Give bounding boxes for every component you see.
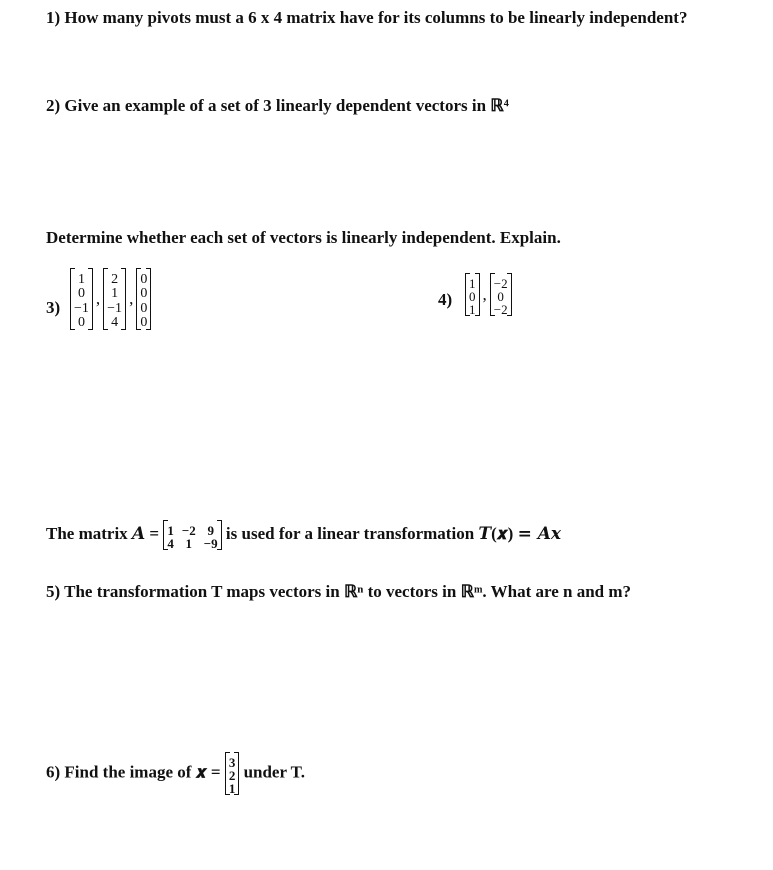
- matrix-definition: [46, 520, 561, 550]
- vector-3a: [70, 268, 93, 330]
- vector-entry: 1: [111, 286, 119, 302]
- separator: ,: [482, 284, 487, 304]
- question-3-label: 3): [46, 298, 61, 317]
- vector-entry: 0: [140, 314, 148, 330]
- vector-entry: 0: [140, 300, 148, 316]
- q6-suffix: under T.: [243, 762, 305, 782]
- equals-sign: =: [210, 762, 221, 782]
- equals-sign: =: [149, 523, 160, 543]
- question-5: 5) The transformation T maps vectors in ℝⁿ to vectors in ℝᵐ. What are n and m?: [46, 582, 632, 601]
- vector-x: [225, 752, 240, 795]
- matrix-var: A: [131, 523, 146, 544]
- matrix-prefix: The matrix: [46, 523, 128, 543]
- vector-entry: 0: [140, 286, 148, 302]
- question-1: 1) How many pivots must a 6 x 4 matrix have for its columns to be linearly independent?: [46, 8, 688, 27]
- vector-entry: 4: [111, 314, 119, 330]
- question-2: 2) Give an example of a set of 3 linearly dependent vectors in ℝ⁴: [46, 96, 509, 115]
- question-4-vectors: [465, 273, 512, 316]
- vector-3b: [103, 268, 126, 330]
- instruction: Determine whether each set of vectors is linearly independent. Explain.: [46, 228, 561, 247]
- vector-entry: −2: [493, 302, 508, 317]
- matrix-A: [163, 520, 221, 550]
- vector-entry: 0: [497, 289, 504, 304]
- vector-entry: 1: [469, 276, 476, 291]
- transform-arg: (𝒙): [491, 523, 514, 543]
- vector-4b: [490, 273, 512, 316]
- matrix-entry: 4: [167, 536, 174, 551]
- matrix-entry: −2: [181, 523, 196, 538]
- vector-entry: 2: [111, 272, 119, 287]
- transform-T: T: [478, 523, 492, 544]
- vector-entry: 1: [77, 272, 85, 287]
- vector-entry: 1: [469, 302, 476, 317]
- vector-entry: 0: [77, 314, 85, 330]
- matrix-suffix: is used for a linear transformation: [225, 523, 475, 543]
- separator: ,: [129, 289, 134, 309]
- vector-entry: −2: [493, 276, 508, 291]
- vector-entry: 0: [140, 272, 148, 287]
- vector-entry: 0: [469, 289, 476, 304]
- vector-entry: −1: [107, 300, 123, 316]
- vector-entry: −1: [74, 300, 89, 316]
- separator: ,: [95, 289, 101, 309]
- transform-eq: = A𝒙: [517, 523, 562, 544]
- q6-prefix: 6) Find the image of: [46, 762, 192, 782]
- question-4-label: 4): [438, 290, 453, 309]
- vector-3c: [136, 268, 151, 330]
- vector-entry: 3: [228, 755, 236, 770]
- matrix-entry: 9: [207, 523, 214, 538]
- q6-var: 𝒙: [195, 762, 207, 783]
- vector-entry: 0: [77, 286, 85, 302]
- question-3-vectors: [70, 268, 151, 330]
- matrix-entry: 1: [185, 536, 193, 551]
- matrix-entry: 1: [167, 523, 174, 538]
- matrix-entry: −9: [203, 536, 218, 551]
- vector-4a: [465, 273, 480, 316]
- vector-entry: 2: [228, 768, 236, 783]
- question-6: [46, 752, 305, 795]
- vector-entry: 1: [228, 781, 236, 796]
